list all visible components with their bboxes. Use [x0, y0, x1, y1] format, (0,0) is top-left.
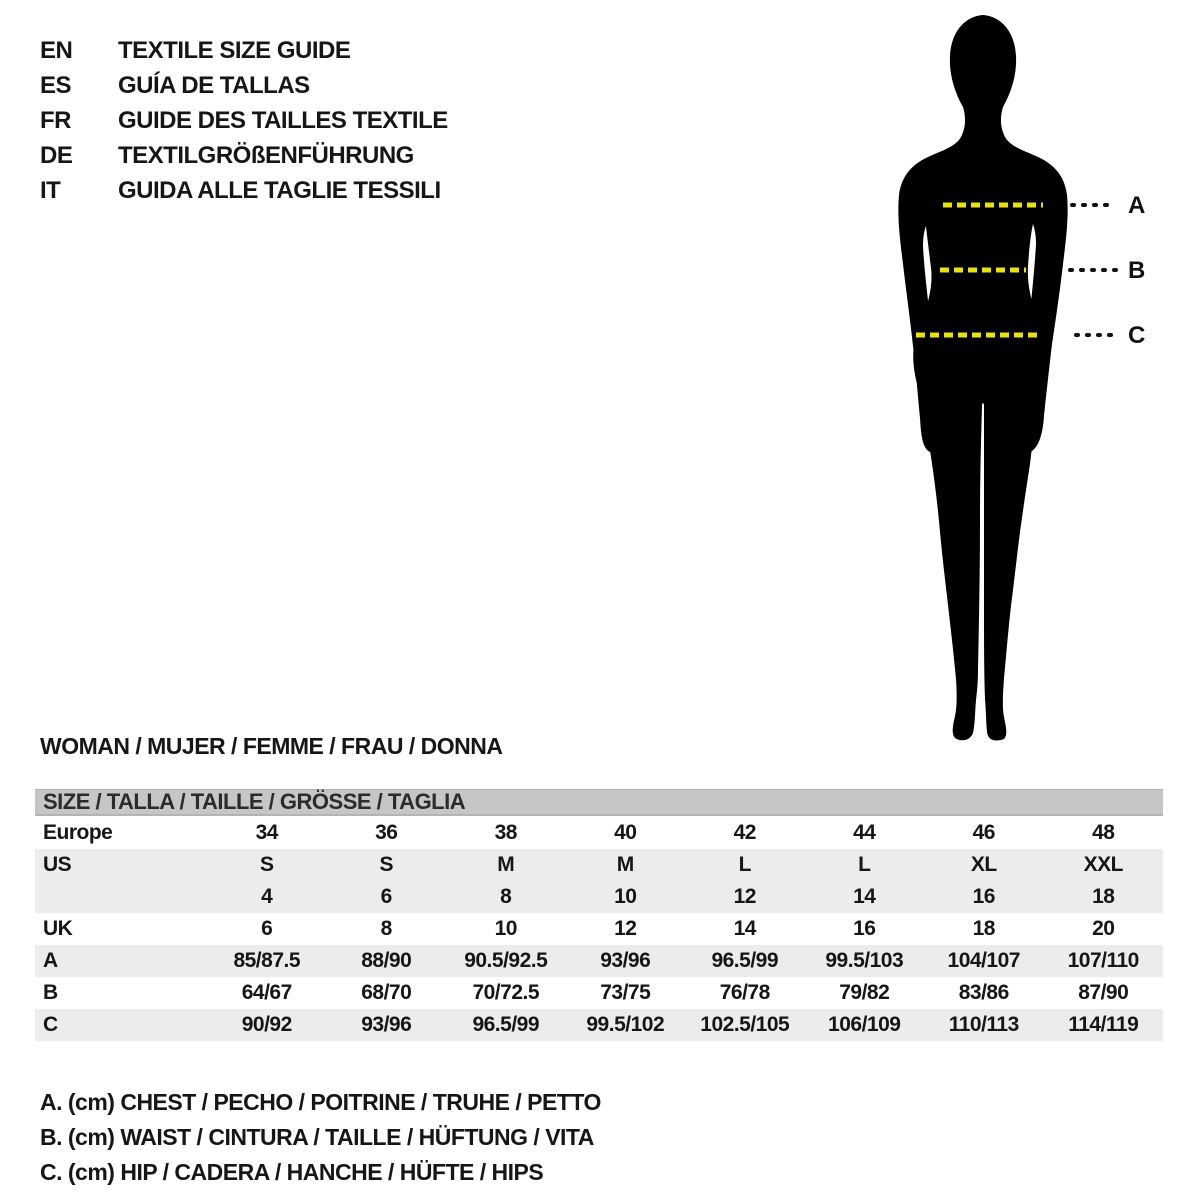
cell: 93/96	[361, 1013, 412, 1036]
cell: 93/96	[600, 949, 651, 972]
language-code: IT	[40, 176, 61, 204]
language-title-list	[40, 33, 448, 208]
cell: 36	[375, 821, 398, 844]
measurement-figure	[880, 10, 1200, 750]
language-code: FR	[40, 106, 71, 134]
cell: 18	[1092, 885, 1115, 908]
cell: L	[858, 853, 871, 876]
cell: 68/70	[361, 981, 412, 1004]
waist-marker-label: B	[1128, 257, 1146, 284]
cell: 85/87.5	[233, 949, 301, 972]
table-row-us-numbers	[35, 881, 1163, 913]
size-table-header: SIZE / TALLA / TAILLE / GRÖSSE / TAGLIA	[35, 789, 1163, 816]
language-code: EN	[40, 36, 73, 64]
cell: 96.5/99	[472, 1013, 540, 1036]
cell: 12	[614, 917, 637, 940]
guide-title: GUIDA ALLE TAGLIE TESSILI	[118, 176, 441, 204]
legend-line-hip: C. (cm) HIP / CADERA / HANCHE / HÜFTE / HIPS	[40, 1159, 544, 1185]
chest-marker-label: A	[1128, 192, 1146, 219]
cell: 64/67	[241, 981, 292, 1004]
row-label: Europe	[43, 821, 113, 844]
size-table	[35, 789, 1163, 1041]
cell: 14	[853, 885, 876, 908]
cell: 48	[1092, 821, 1115, 844]
row-label: A	[43, 949, 58, 972]
cell: 83/86	[958, 981, 1009, 1004]
cell: 90.5/92.5	[464, 949, 548, 972]
table-row-hip	[35, 1009, 1163, 1041]
cell: 107/110	[1067, 949, 1139, 972]
cell: 18	[972, 917, 995, 940]
cell: M	[497, 853, 515, 876]
language-row-fr	[40, 103, 448, 138]
guide-title: GUÍA DE TALLAS	[118, 71, 310, 99]
cell: 8	[500, 885, 512, 908]
cell: 99.5/102	[586, 1013, 665, 1036]
cell: 34	[255, 821, 278, 844]
cell: 73/75	[600, 981, 651, 1004]
cell: 102.5/105	[700, 1013, 790, 1036]
guide-title: TEXTILGRÖßENFÜHRUNG	[118, 141, 414, 169]
cell: 70/72.5	[472, 981, 540, 1004]
measurement-legend	[40, 1085, 601, 1190]
cell: 96.5/99	[711, 949, 779, 972]
language-code: ES	[40, 71, 72, 99]
language-row-en	[40, 33, 448, 68]
table-row-europe	[35, 817, 1163, 849]
language-row-it	[40, 173, 448, 208]
cell: 20	[1092, 917, 1115, 940]
cell: 16	[972, 885, 995, 908]
woman-silhouette	[898, 15, 1067, 741]
language-code: DE	[40, 141, 73, 169]
legend-line-waist: B. (cm) WAIST / CINTURA / TAILLE / HÜFTUNG / VITA	[40, 1124, 594, 1150]
cell: 6	[380, 885, 392, 908]
cell: XXL	[1083, 853, 1123, 876]
cell: 4	[261, 885, 273, 908]
guide-title: GUIDE DES TAILLES TEXTILE	[118, 106, 448, 134]
cell: 79/82	[839, 981, 890, 1004]
cell: 6	[261, 917, 273, 940]
row-label: UK	[43, 917, 73, 940]
row-label: C	[43, 1013, 58, 1036]
cell: 104/107	[947, 949, 1020, 972]
gender-heading: WOMAN / MUJER / FEMME / FRAU / DONNA	[40, 733, 503, 759]
cell: 46	[972, 821, 995, 844]
cell: 38	[494, 821, 517, 844]
cell: 106/109	[828, 1013, 901, 1036]
table-row-waist	[35, 977, 1163, 1009]
cell: 16	[853, 917, 876, 940]
cell: 87/90	[1078, 981, 1129, 1004]
cell: 42	[733, 821, 756, 844]
guide-title: TEXTILE SIZE GUIDE	[118, 36, 351, 64]
cell: 40	[614, 821, 637, 844]
cell: 114/119	[1068, 1013, 1139, 1036]
legend-line-chest: A. (cm) CHEST / PECHO / POITRINE / TRUHE / PETTO	[40, 1089, 601, 1115]
table-row-uk	[35, 913, 1163, 945]
cell: 14	[733, 917, 756, 940]
cell: 99.5/103	[825, 949, 904, 972]
cell: 110/113	[948, 1013, 1019, 1036]
table-row-chest	[35, 945, 1163, 977]
hip-marker-label: C	[1128, 322, 1146, 349]
cell: 8	[380, 917, 392, 940]
cell: 90/92	[241, 1013, 292, 1036]
cell: 10	[494, 917, 517, 940]
cell: XL	[970, 853, 997, 876]
cell: S	[259, 853, 274, 876]
language-row-es	[40, 68, 448, 103]
cell: S	[379, 853, 393, 876]
cell: 10	[614, 885, 637, 908]
language-row-de	[40, 138, 448, 173]
cell: L	[738, 853, 751, 876]
row-label: US	[43, 853, 72, 876]
cell: 88/90	[361, 949, 412, 972]
cell: 44	[853, 821, 876, 844]
row-label: B	[43, 981, 58, 1004]
cell: M	[616, 853, 634, 876]
cell: 76/78	[719, 981, 770, 1004]
table-row-us-letters	[35, 849, 1163, 881]
cell: 12	[733, 885, 756, 908]
